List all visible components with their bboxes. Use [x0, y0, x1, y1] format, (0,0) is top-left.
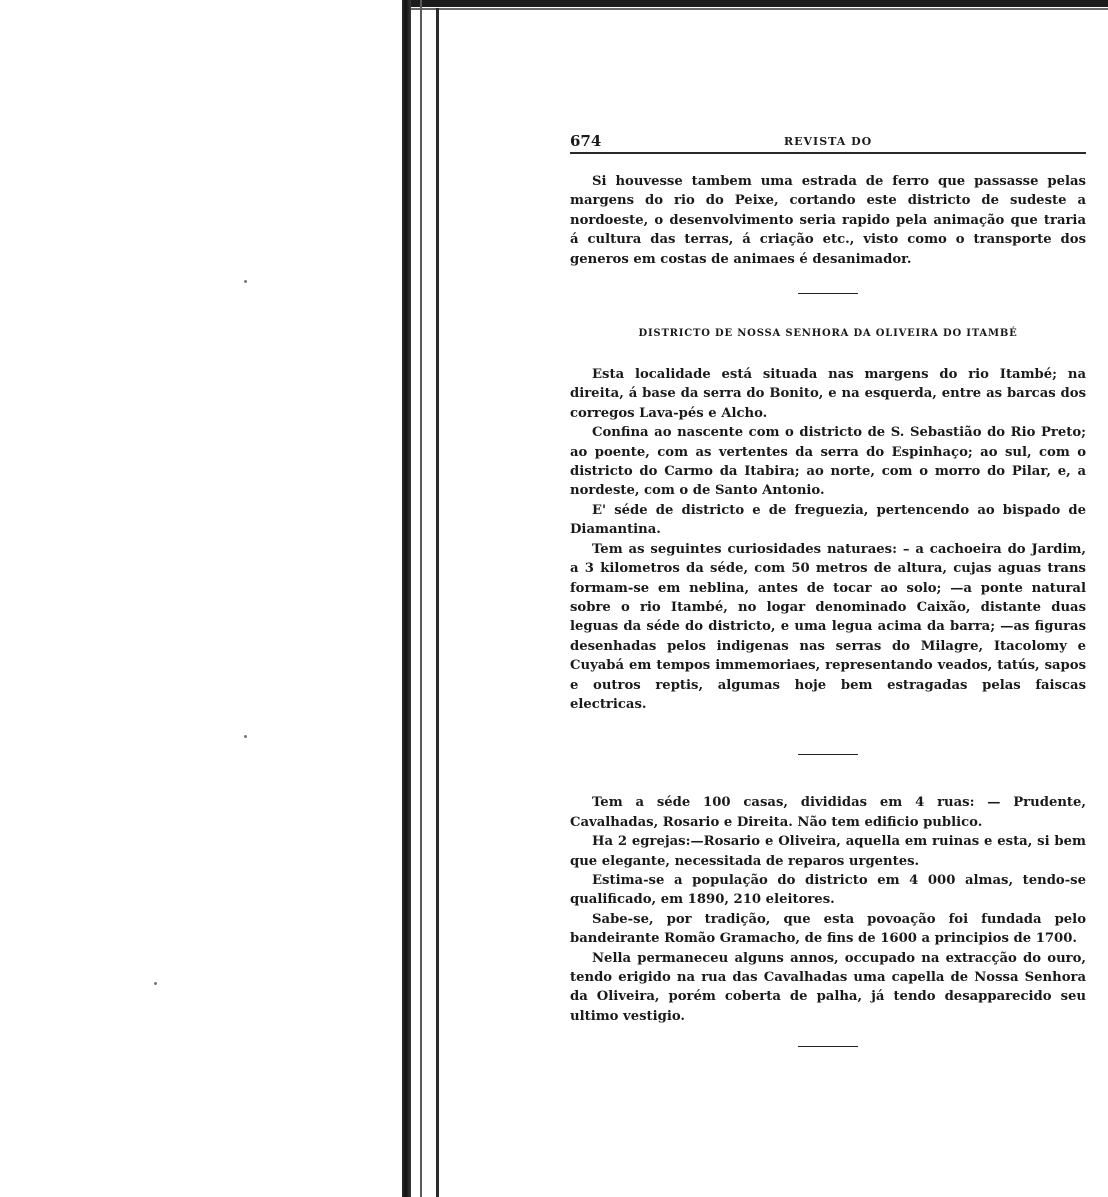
- book-gutter-line: [436, 8, 439, 1197]
- scan-speck: [154, 982, 157, 985]
- paragraph: Nella permaneceu alguns annos, occupado na extracção do ouro, tendo erigido na rua das Cavalhadas uma capella de Nossa Senhora da Oliveira, porém coberta de palha, já tendo desapparecido seu ultimo vestigio.: [570, 950, 1086, 1024]
- intro-paragraph: Si houvesse tambem uma estrada de ferro que passasse pelas margens do rio do Peixe, cortando este districto de sudeste a nordoeste, o desenvolvimento seria rapido pela animação que traria á cultura das terras, á criação etc., visto como o transporte dos generos em costas de animaes é desanimador.: [570, 174, 1086, 267]
- scan-top-edge: [404, 0, 1108, 7]
- journal-title: REVISTA DO: [784, 135, 873, 148]
- paragraph: E' séde de districto e de freguezia, pertencendo ao bispado de Diamantina.: [570, 502, 1086, 538]
- section-divider: [798, 754, 858, 755]
- left-page-margin: [0, 0, 404, 1197]
- book-binding-shadow: [402, 0, 411, 1197]
- running-head: [570, 130, 1086, 154]
- section-divider: [798, 293, 858, 294]
- scan-top-edge-line: [404, 8, 1108, 10]
- scan-speck: [244, 735, 247, 738]
- paragraph: Esta localidade está situada nas margens do rio Itambé; na direita, á base da serra do Bonito, e na esquerda, entre as barcas dos corregos Lava-pés e Alcho.: [570, 367, 1086, 421]
- paragraph: Estima-se a população do districto em 4 000 almas, tendo-se qualificado, em 1890, 210 eleitores.: [570, 872, 1086, 908]
- section-divider: [798, 1046, 858, 1047]
- section-body: [570, 365, 1086, 714]
- paragraph: Tem a séde 100 casas, divididas em 4 ruas: — Prudente, Cavalhadas, Rosario e Direita. Não tem edificio publico.: [570, 795, 1086, 830]
- scan-speck: [244, 280, 247, 283]
- page-number: 674: [570, 132, 602, 150]
- book-binding-line: [420, 0, 422, 1197]
- book-page: [570, 130, 1086, 1047]
- section-body-continued: [570, 793, 1086, 1026]
- paragraph: Tem as seguintes curiosidades naturaes: – a cachoeira do Jardim, a 3 kilometros da séde, com 50 metros de altura, cujas aguas trans formam-se em neblina, antes de tocar ao solo; —a ponte natural sobre o rio Itambé, no logar denominado Caixão, distante duas leguas da séde do districto, e uma legua acima da barra; —as figuras desenhadas pelos indigenas nas serras do Milagre, Itacolomy e Cuyabá em tempos immemoriaes, representando veados, tatús, sapos e outros reptis, algumas hoje bem estragadas pelas faiscas electricas.: [570, 541, 1086, 712]
- section-title: DISTRICTO DE NOSSA SENHORA DA OLIVEIRA DO ITAMBÉ: [638, 328, 1018, 340]
- paragraph: Confina ao nascente com o districto de S. Sebastião do Rio Preto; ao poente, com as vertentes da serra do Espinhaço; ao sul, com o districto do Carmo da Itabira; ao norte, com o morro do Pilar, e, a nordeste, com o de Santo Antonio.: [570, 425, 1086, 499]
- paragraph: Ha 2 egrejas:—Rosario e Oliveira, aquella em ruinas e esta, si bem que elegante, necessitada de reparos urgentes.: [570, 834, 1086, 869]
- paragraph: Sabe-se, por tradição, que esta povoação foi fundada pelo bandeirante Romão Gramacho, de fins de 1600 a principios de 1700.: [570, 911, 1086, 947]
